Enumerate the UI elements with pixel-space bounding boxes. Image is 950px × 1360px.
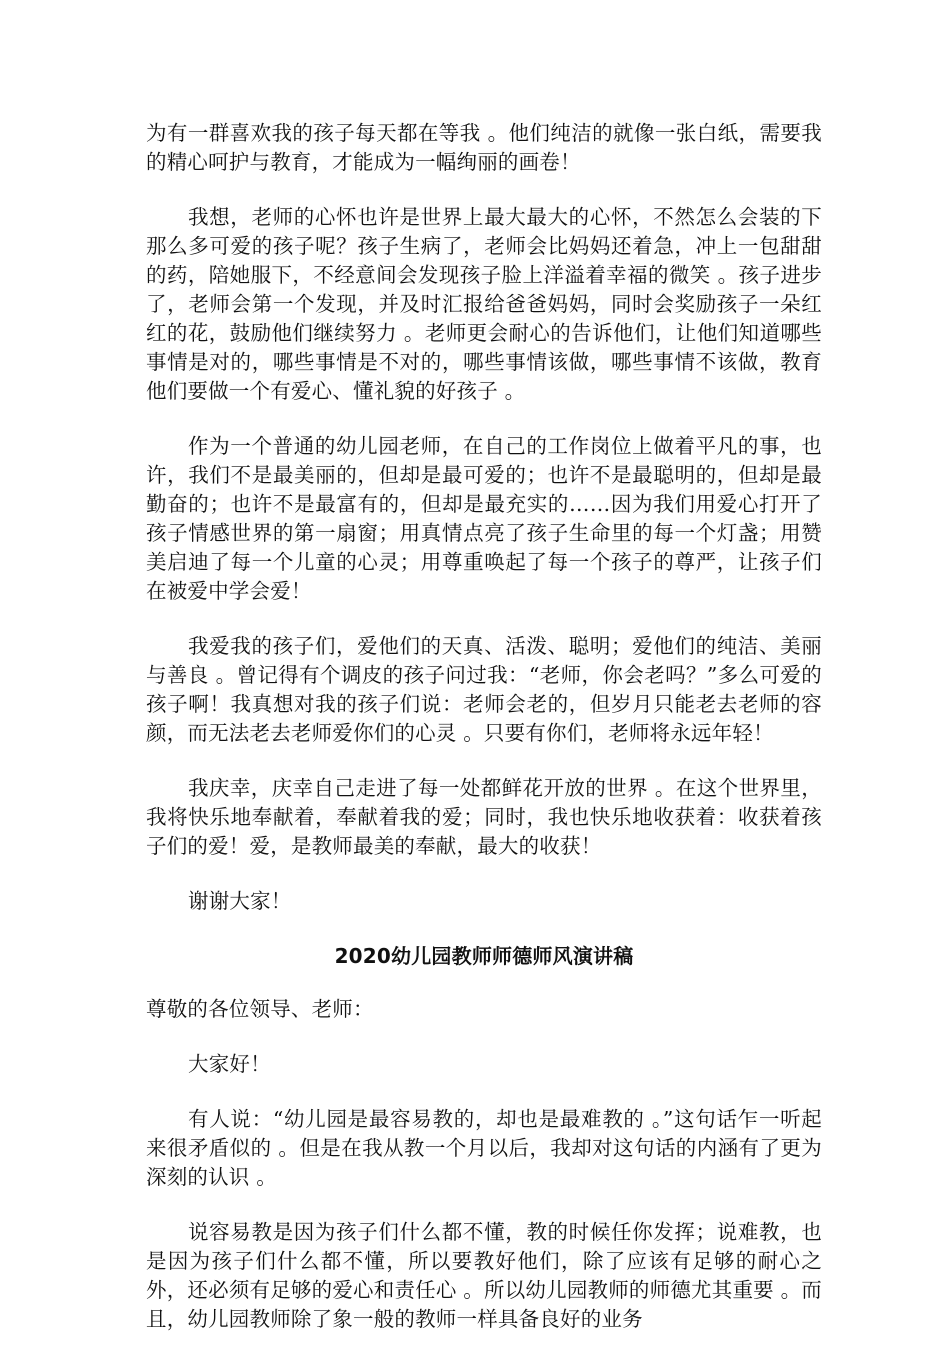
paragraph-ordinary-teacher: 作为一个普通的幼儿园老师，在自己的工作岗位上做着平凡的事，也许，我们不是最美丽的，但却是最可爱的；也许不是最聪明的，但却是最勤奋的；也许不是最富有的，但却是最充实的……因为我们用爱心打开了孩子情感世界的第一扇窗；用真情点亮了孩子生命里的每一个灯盏；用赞美启迪了每一个儿童的心灵；用尊重唤起了每一个孩子的尊严，让孩子们在被爱中学会爱！ <box>146 434 822 603</box>
paragraph-explanation: 说容易教是因为孩子们什么都不懂，教的时候任你发挥；说难教，也是因为孩子们什么都不懂，所以要教好他们，除了应该有足够的耐心之外，还必须有足够的爱心和责任心 。所以幼儿园教师的师德尤其重要 。而且，幼儿园教师除了象一般的教师一样具备良好的业务 <box>146 1220 822 1331</box>
document-body <box>146 119 822 1360</box>
salutation: 尊敬的各位领导、老师： <box>146 997 374 1021</box>
paragraph-easy-hard: 有人说：“幼儿园是最容易教的，却也是最难教的 。”这句话乍一听起来很矛盾似的 。但是在我从教一个月以后，我却对这句话的内涵有了更为深刻的认识 。 <box>146 1107 822 1189</box>
speech-title: 2020幼儿园教师师德师风演讲稿 <box>334 944 634 968</box>
paragraph-teacher-heart: 我想，老师的心怀也许是世界上最大最大的心怀，不然怎么会装的下那么多可爱的孩子呢？孩子生病了，老师会比妈妈还着急，冲上一包甜甜的药，陪她服下，不经意间会发现孩子脸上洋溢着幸福的微笑 。孩子进步了，老师会第一个发现，并及时汇报给爸爸妈妈，同时会奖励孩子一朵红红的花，鼓励他们继续努力 。老师更会耐心的告诉他们，让他们知道哪些事情是对的，哪些事情是不对的，哪些事情该做，哪些事情不该做，教育他们要做一个有爱心、懂礼貌的好孩子 。 <box>146 205 822 403</box>
paragraph-continued: 为有一群喜欢我的孩子每天都在等我 。他们纯洁的就像一张白纸，需要我的精心呵护与教育，才能成为一幅绚丽的画卷！ <box>146 121 822 174</box>
paragraph-love-children: 我爱我的孩子们，爱他们的天真、活泼、聪明；爱他们的纯洁、美丽与善良 。曾记得有个调皮的孩子问过我：“老师，你会老吗？”多么可爱的孩子啊！我真想对我的孩子们说：老师会老的，但岁月只能老去老师的容颜，而无法老去老师爱你们的心灵 。只要有你们，老师将永远年轻！ <box>146 634 822 745</box>
greeting: 大家好！ <box>188 1052 271 1076</box>
closing-thanks: 谢谢大家！ <box>188 889 292 913</box>
paragraph-fortunate: 我庆幸，庆幸自己走进了每一处都鲜花开放的世界 。在这个世界里，我将快乐地奉献着，奉献着我的爱；同时，我也快乐地收获着：收获着孩子们的爱！爱，是教师最美的奉献，最大的收获！ <box>146 776 822 858</box>
